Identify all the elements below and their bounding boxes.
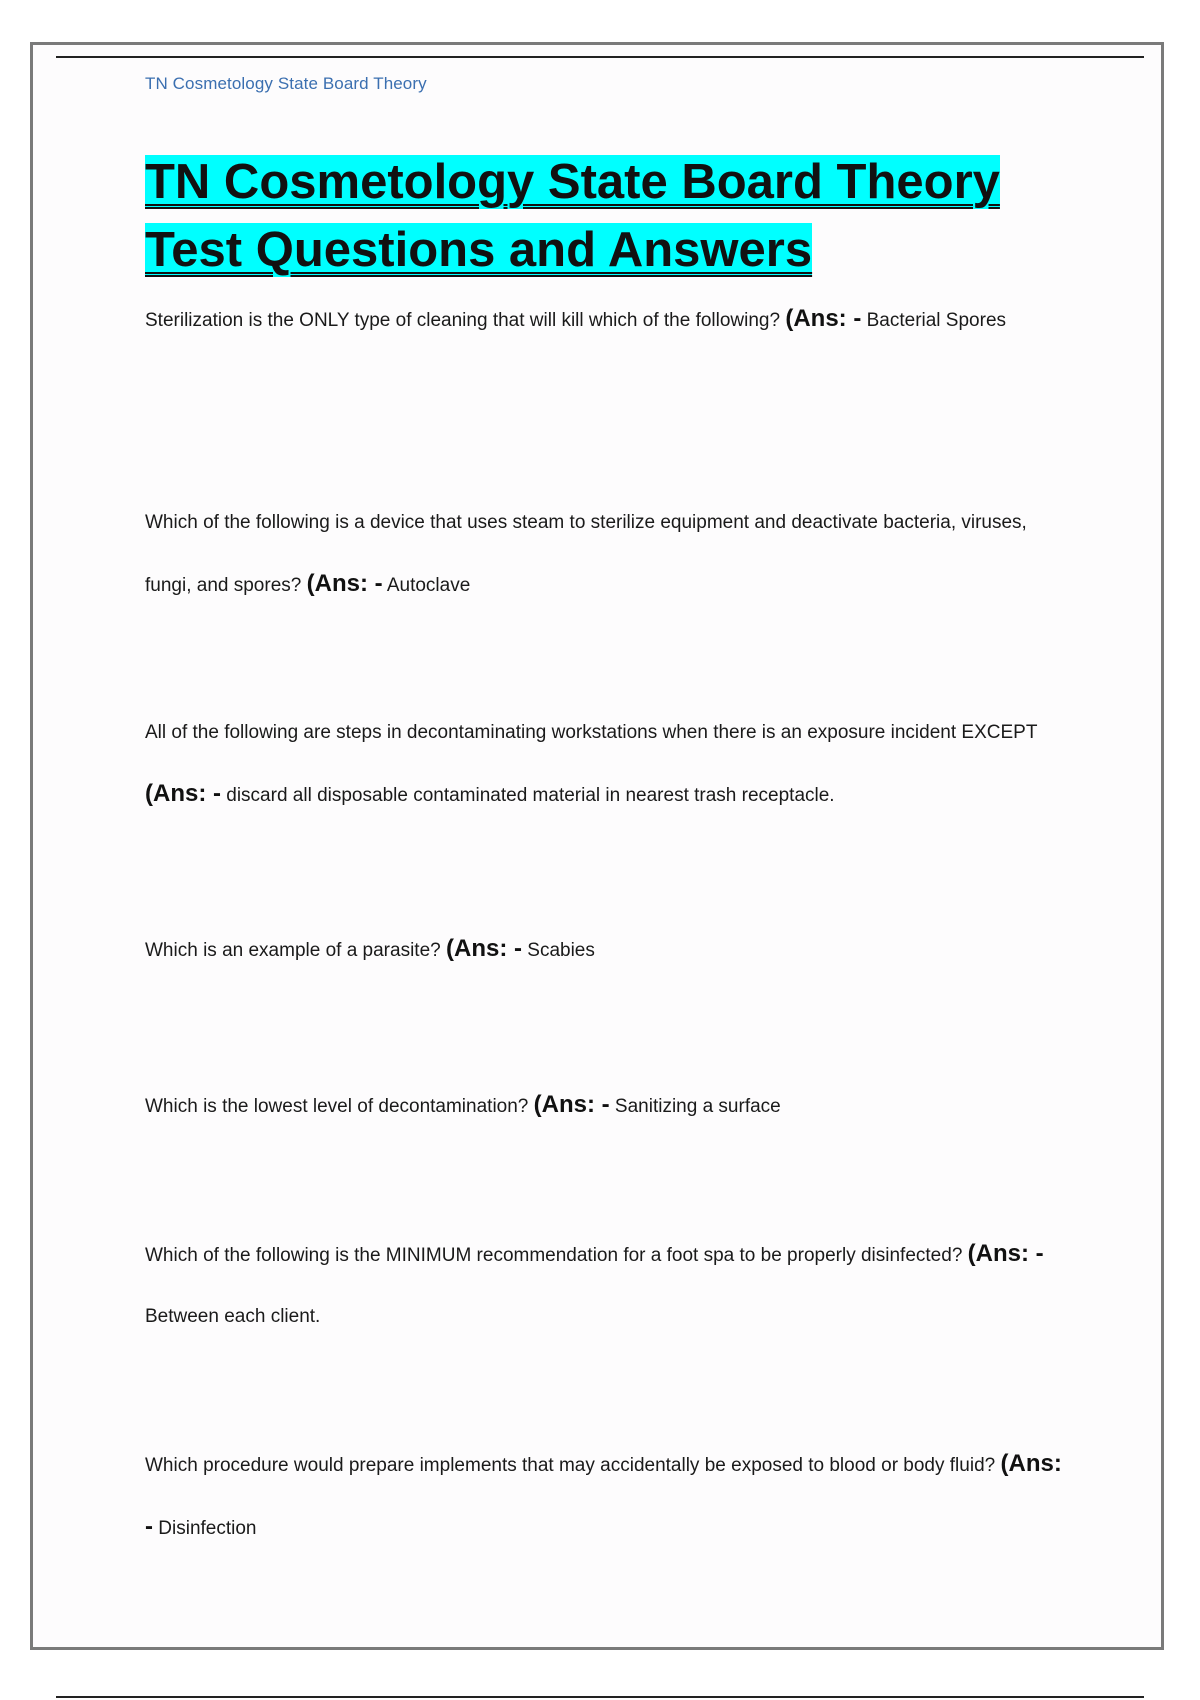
qa-item-3 <box>145 702 1065 826</box>
answer-label: (Ans: - <box>967 1240 1044 1267</box>
answer-text: Between each client. <box>145 1306 321 1327</box>
question-text: Which procedure would prepare implements that may accidentally be exposed to blood or body fluid? <box>145 1455 996 1476</box>
running-header: TN Cosmetology State Board Theory <box>145 74 427 93</box>
answer-label: (Ans: - <box>785 305 862 332</box>
qa-item-5 <box>145 1074 1065 1137</box>
answer-text: Sanitizing a surface <box>614 1096 781 1117</box>
answer-text: Disinfection <box>158 1518 257 1539</box>
answer-label: (Ans: - <box>145 1450 1062 1540</box>
answer-label: (Ans: - <box>533 1091 610 1118</box>
qa-item-6 <box>145 1223 1065 1347</box>
bottom-rule <box>56 1696 1144 1698</box>
qa-item-2 <box>145 492 1065 616</box>
question-text: All of the following are steps in decontaminating workstations when there is an exposure incident EXCEPT <box>145 722 1038 743</box>
question-text: Which of the following is a device that uses steam to sterilize equipment and deactivate bacteria, viruses, fungi, and spores? <box>145 512 1027 596</box>
answer-text: Autoclave <box>386 575 471 596</box>
top-rule <box>56 56 1144 58</box>
qa-item-1 <box>145 288 1065 351</box>
qa-item-4 <box>145 918 1065 981</box>
answer-text: Bacterial Spores <box>866 310 1007 331</box>
question-text: Sterilization is the ONLY type of cleaning that will kill which of the following? <box>145 310 781 331</box>
qa-item-7 <box>145 1433 1065 1559</box>
answer-label: (Ans: - <box>446 935 522 962</box>
question-text: Which of the following is the MINIMUM recommendation for a foot spa to be properly disinfected? <box>145 1245 963 1266</box>
title-line-1: TN Cosmetology State Board Theory <box>145 155 1000 209</box>
title-line-2: Test Questions and Answers <box>145 223 813 277</box>
question-text: Which is the lowest level of decontamination? <box>145 1096 529 1117</box>
answer-label: (Ans: - <box>306 570 383 597</box>
question-text: Which is an example of a parasite? <box>145 940 441 961</box>
answer-text: Scabies <box>527 940 595 961</box>
answer-text: discard all disposable contaminated material in nearest trash receptacle. <box>226 785 835 806</box>
answer-label: (Ans: - <box>145 780 221 807</box>
document-title <box>145 148 1105 284</box>
